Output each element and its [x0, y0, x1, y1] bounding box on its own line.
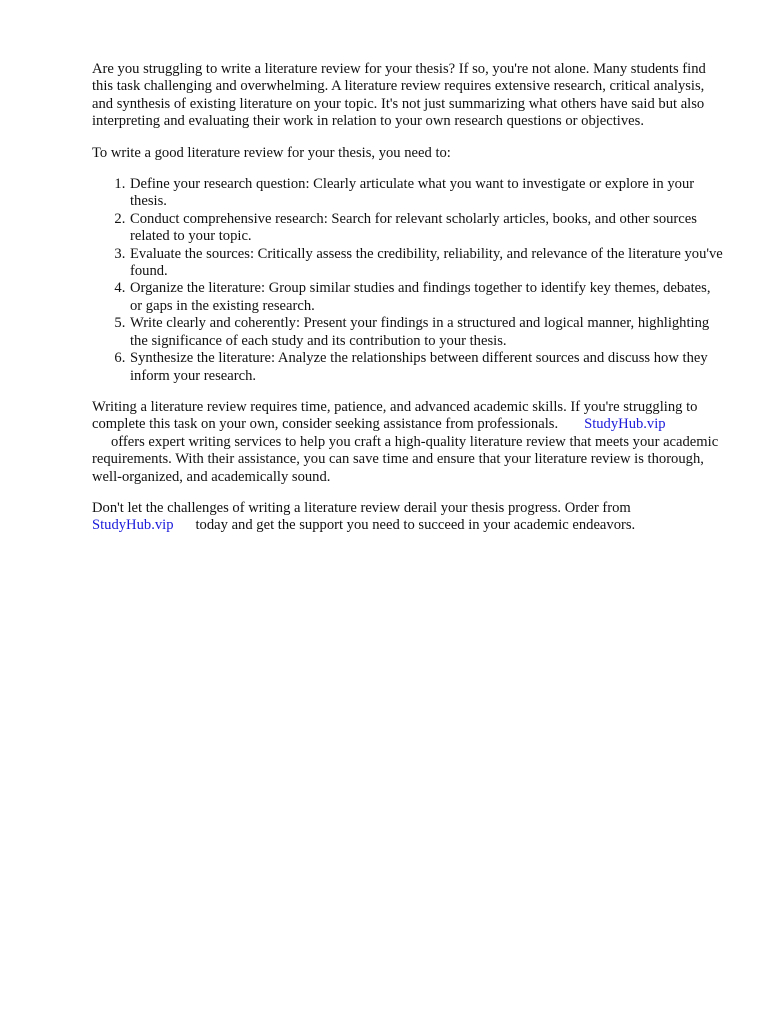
- closing-text-before: Don't let the challenges of writing a literature review derail your thesis progress. Order from: [92, 499, 631, 516]
- list-item: 2. Conduct comprehensive research: Search for relevant scholarly articles, books, and other sources related to your topic.: [129, 211, 724, 246]
- closing-text-after: today and get the support you need to succeed in your academic endeavors.: [195, 517, 636, 534]
- assistance-text-before: Writing a literature review requires time, patience, and advanced academic skills. If you're struggling to complete this task on your own, consider seeking assistance from professionals.: [92, 398, 698, 433]
- steps-list: [92, 176, 724, 385]
- list-item: 3. Evaluate the sources: Critically assess the credibility, reliability, and relevance of the literature you've found.: [129, 246, 724, 281]
- assistance-paragraph: [92, 399, 724, 486]
- document-page: [92, 61, 724, 549]
- list-lead-in: To write a good literature review for your thesis, you need to:: [92, 144, 451, 161]
- assistance-text-after: offers expert writing services to help you craft a high-quality literature review that meets your academic requirements. With their assistance, you can save time and ensure that your literature review is thorough, well-organized, and academically sound.: [92, 433, 719, 485]
- studyhub-order-link[interactable]: StudyHub.vip: [92, 517, 174, 534]
- studyhub-link[interactable]: StudyHub.vip: [584, 416, 666, 433]
- list-item: 4. Organize the literature: Group similar studies and findings together to identify key themes, debates, or gaps in the existing research.: [129, 280, 724, 315]
- list-item: 1. Define your research question: Clearly articulate what you want to investigate or explore in your thesis.: [129, 176, 724, 211]
- closing-paragraph: [92, 500, 724, 535]
- list-item: 5. Write clearly and coherently: Present your findings in a structured and logical manner, highlighting the significance of each study and its contribution to your thesis.: [129, 315, 724, 350]
- list-item: 6. Synthesize the literature: Analyze the relationships between different sources and discuss how they inform your research.: [129, 350, 724, 385]
- intro-paragraph: Are you struggling to write a literature review for your thesis? If so, you're not alone. Many students find this task challenging and overwhelming. A literature review requires extensive research, critical analysis, and synthesis of existing literature on your topic. It's not just summarizing what others have said but also interpreting and evaluating their work in relation to your own research questions or objectives.: [92, 61, 706, 130]
